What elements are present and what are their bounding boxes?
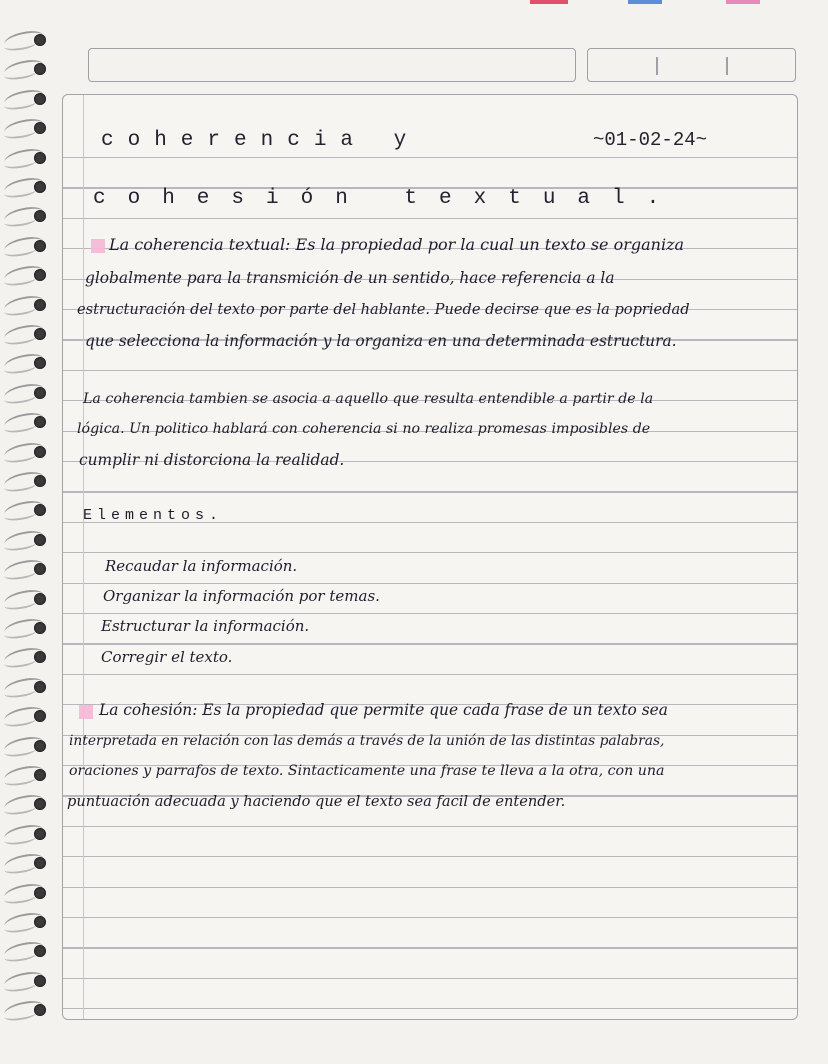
spiral-ring bbox=[4, 616, 62, 642]
paragraph-line: lógica. Un politico hablará con coherencia si no realiza promesas imposibles de bbox=[77, 421, 651, 437]
spiral-ring bbox=[4, 587, 62, 613]
spiral-hole bbox=[34, 1004, 46, 1016]
highlight-mark bbox=[79, 705, 93, 719]
paragraph-line: estructuración del texto por parte del hablante. Puede decirse que es la popriedad bbox=[77, 301, 690, 318]
spiral-hole bbox=[34, 446, 46, 458]
spiral-hole bbox=[34, 152, 46, 164]
ruled-line bbox=[63, 917, 797, 918]
notebook-page bbox=[62, 94, 798, 1020]
ruled-line bbox=[63, 947, 797, 948]
paragraph-line: puntuación adecuada y haciendo que el texto sea facil de entender. bbox=[67, 793, 566, 810]
paragraph-line: que selecciona la información y la organiza en una determinada estructura. bbox=[85, 332, 677, 350]
ruled-line bbox=[63, 978, 797, 979]
ruled-line bbox=[63, 643, 797, 644]
spiral-hole bbox=[34, 710, 46, 722]
spiral-hole bbox=[34, 328, 46, 340]
ruled-line bbox=[63, 826, 797, 827]
spiral-ring bbox=[4, 87, 62, 113]
spiral-hole bbox=[34, 563, 46, 575]
spiral-ring bbox=[4, 410, 62, 436]
spiral-ring bbox=[4, 381, 62, 407]
spiral-ring bbox=[4, 440, 62, 466]
spiral-ring bbox=[4, 822, 62, 848]
highlight-mark bbox=[91, 239, 105, 253]
spiral-hole bbox=[34, 63, 46, 75]
list-item: Estructurar la información. bbox=[101, 617, 310, 635]
spiral-ring bbox=[4, 557, 62, 583]
ruled-line bbox=[63, 552, 797, 553]
paragraph-line: La coherencia textual: Es la propiedad por la cual un texto se organiza bbox=[109, 235, 685, 254]
spiral-ring bbox=[4, 881, 62, 907]
spiral-hole bbox=[34, 857, 46, 869]
header-date-divider bbox=[656, 57, 658, 75]
spiral-ring bbox=[4, 498, 62, 524]
spiral-hole bbox=[34, 593, 46, 605]
spiral-hole bbox=[34, 357, 46, 369]
spiral-hole bbox=[34, 299, 46, 311]
ruled-line bbox=[63, 856, 797, 857]
spiral-ring bbox=[4, 263, 62, 289]
spiral-hole bbox=[34, 945, 46, 957]
spiral-hole bbox=[34, 798, 46, 810]
ruled-line bbox=[63, 1008, 797, 1009]
title-line-2: cohesión textual. bbox=[93, 187, 682, 210]
top-tab-blue bbox=[628, 0, 662, 4]
paragraph-line: oraciones y parrafos de texto. Sintacticamente una frase te lleva a la otra, con una bbox=[69, 763, 665, 779]
spiral-ring bbox=[4, 234, 62, 260]
ruled-line bbox=[63, 583, 797, 584]
spiral-ring bbox=[4, 28, 62, 54]
spiral-hole bbox=[34, 34, 46, 46]
spiral-hole bbox=[34, 181, 46, 193]
spiral-ring bbox=[4, 792, 62, 818]
list-item: Corregir el texto. bbox=[101, 648, 233, 666]
spiral-ring bbox=[4, 734, 62, 760]
top-tab-pink bbox=[726, 0, 760, 4]
spiral-ring bbox=[4, 322, 62, 348]
spiral-ring bbox=[4, 57, 62, 83]
spiral-ring bbox=[4, 175, 62, 201]
spiral-ring bbox=[4, 469, 62, 495]
list-item: Organizar la información por temas. bbox=[103, 587, 380, 605]
spiral-hole bbox=[34, 622, 46, 634]
top-tab-red bbox=[530, 0, 568, 4]
spiral-ring bbox=[4, 939, 62, 965]
ruled-line bbox=[63, 157, 797, 158]
paragraph-line: cumplir ni distorciona la realidad. bbox=[79, 451, 345, 469]
note-date: ~01-02-24~ bbox=[593, 129, 708, 151]
spiral-hole bbox=[34, 828, 46, 840]
header-date-box bbox=[587, 48, 796, 82]
spiral-hole bbox=[34, 93, 46, 105]
spiral-hole bbox=[34, 887, 46, 899]
spiral-ring bbox=[4, 293, 62, 319]
spiral-hole bbox=[34, 269, 46, 281]
spiral-ring bbox=[4, 645, 62, 671]
spiral-ring bbox=[4, 146, 62, 172]
paragraph-line: La coherencia tambien se asocia a aquello que resulta entendible a partir de la bbox=[83, 391, 654, 407]
spiral-ring bbox=[4, 763, 62, 789]
spiral-hole bbox=[34, 916, 46, 928]
spiral-hole bbox=[34, 475, 46, 487]
spiral-ring bbox=[4, 998, 62, 1024]
spiral-hole bbox=[34, 122, 46, 134]
spiral-ring bbox=[4, 351, 62, 377]
spiral-hole bbox=[34, 210, 46, 222]
paragraph-line: La cohesión: Es la propiedad que permite que cada frase de un texto sea bbox=[99, 701, 668, 719]
margin-line bbox=[83, 95, 84, 1019]
ruled-line bbox=[63, 218, 797, 219]
spiral-hole bbox=[34, 681, 46, 693]
ruled-line bbox=[63, 491, 797, 492]
header-title-box bbox=[88, 48, 576, 82]
ruled-line bbox=[63, 613, 797, 614]
spiral-ring bbox=[4, 528, 62, 554]
spiral-ring bbox=[4, 851, 62, 877]
spiral-hole bbox=[34, 651, 46, 663]
header-date-divider bbox=[726, 57, 728, 75]
spiral-hole bbox=[34, 240, 46, 252]
spiral-hole bbox=[34, 769, 46, 781]
spiral-ring bbox=[4, 675, 62, 701]
ruled-line bbox=[63, 674, 797, 675]
spiral-ring bbox=[4, 910, 62, 936]
ruled-line bbox=[63, 887, 797, 888]
spiral-ring bbox=[4, 704, 62, 730]
spiral-hole bbox=[34, 416, 46, 428]
spiral-hole bbox=[34, 740, 46, 752]
paragraph-line: globalmente para la transmición de un sentido, hace referencia a la bbox=[85, 269, 615, 287]
spiral-hole bbox=[34, 975, 46, 987]
title-line-1: coherencia y bbox=[101, 129, 421, 152]
spiral-ring bbox=[4, 204, 62, 230]
ruled-line bbox=[63, 370, 797, 371]
spiral-ring bbox=[4, 116, 62, 142]
section-heading: Elementos. bbox=[83, 507, 224, 524]
list-item: Recaudar la información. bbox=[105, 557, 298, 575]
spiral-hole bbox=[34, 504, 46, 516]
spiral-hole bbox=[34, 534, 46, 546]
spiral-ring bbox=[4, 969, 62, 995]
paragraph-line: interpretada en relación con las demás a través de la unión de las distintas palabras, bbox=[69, 733, 665, 749]
spiral-hole bbox=[34, 387, 46, 399]
